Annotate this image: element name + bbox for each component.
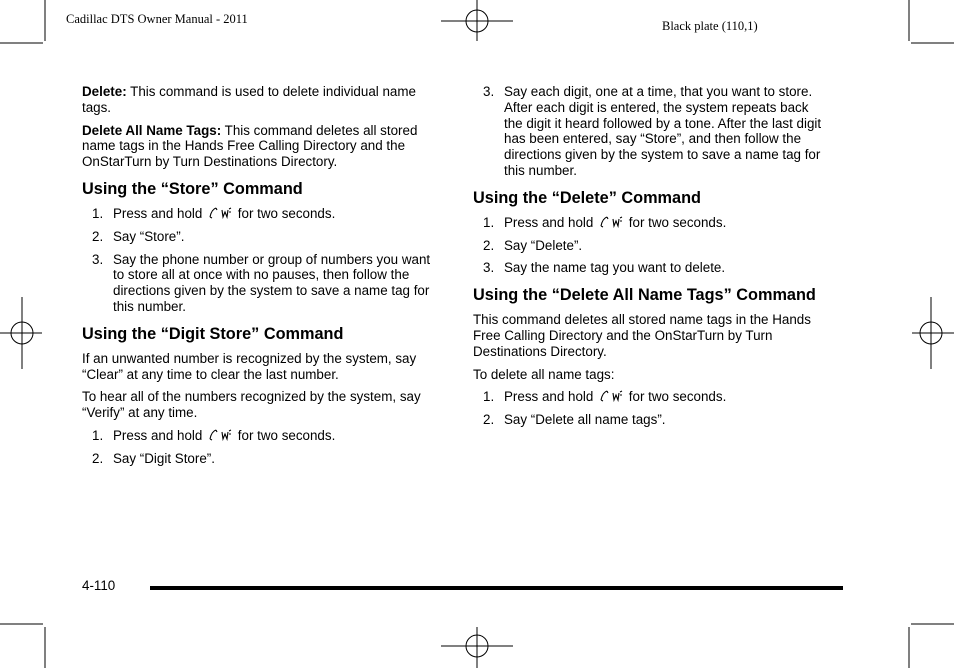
list-item: 3. Say the phone number or group of numbers you want to store all at once with no pauses, then follow the directions given by the system to save a name tag for this number. — [92, 251, 431, 314]
phone-voice-icon — [208, 207, 232, 219]
list-item: 2. Say “Delete all name tags”. — [483, 412, 666, 428]
right-column — [473, 84, 823, 435]
delete-all-steps — [473, 389, 823, 428]
delete-all-paragraph — [82, 123, 432, 170]
delete-paragraph — [82, 84, 432, 116]
list-item: 1. Press and hold for two seconds. — [483, 389, 727, 405]
list-item: 1. Press and hold for two seconds. — [92, 427, 336, 443]
list-item: 2. Say “Store”. — [92, 228, 185, 244]
list-item: 3. Say each digit, one at a time, that you want to store. After each digit is entered, the system repeats back the digit it heard followed by a tone. After the last digit has been entered, say “Store”, and then follow the directions given by the system to save a name tag for this number. — [483, 84, 822, 178]
delete-all-paragraph-2: To delete all name tags: — [473, 366, 615, 382]
phone-voice-icon — [208, 429, 232, 441]
delete-all-description: This command deletes all stored name tags in the Hands Free Calling Directory and the OnStarTurn by Turn Destinations Directory. — [82, 122, 418, 170]
digit-steps — [82, 428, 432, 467]
digit-store-heading: Using the “Digit Store” Command — [82, 324, 344, 343]
delete-heading: Using the “Delete” Command — [473, 188, 701, 207]
store-heading: Using the “Store” Command — [82, 179, 303, 198]
delete-term: Delete: — [82, 84, 127, 99]
digit-paragraph-1: If an unwanted number is recognized by the system, say “Clear” at any time to clear the last number. — [82, 350, 417, 382]
delete-steps — [473, 215, 823, 276]
delete-all-paragraph-1: This command deletes all stored name tags in the Hands Free Calling Directory and the OnStarTurn by Turn Destinations Directory. — [473, 312, 811, 359]
list-item: 2. Say “Digit Store”. — [92, 450, 215, 466]
plate-label: Black plate (110,1) — [662, 19, 758, 33]
list-item: 3. Say the name tag you want to delete. — [483, 260, 726, 276]
delete-description: This command is used to delete individual name tags. — [82, 84, 416, 115]
digit-steps-continued — [473, 84, 823, 179]
phone-voice-icon — [599, 390, 623, 402]
delete-all-term: Delete All Name Tags: — [82, 122, 222, 138]
list-item: 1. Press and hold for two seconds. — [483, 214, 727, 230]
digit-paragraph-2: To hear all of the numbers recognized by the system, say “Verify” at any time. — [82, 389, 421, 421]
list-item: 2. Say “Delete”. — [483, 237, 583, 253]
store-steps — [82, 206, 432, 315]
footer-rule — [150, 586, 843, 590]
list-item: 1. Press and hold for two seconds. — [92, 205, 336, 221]
phone-voice-icon — [599, 216, 623, 228]
left-column — [82, 84, 432, 474]
delete-all-heading: Using the “Delete All Name Tags” Command — [473, 286, 816, 305]
manual-title: Cadillac DTS Owner Manual - 2011 — [66, 12, 248, 26]
page-number: 4-110 — [82, 578, 116, 593]
